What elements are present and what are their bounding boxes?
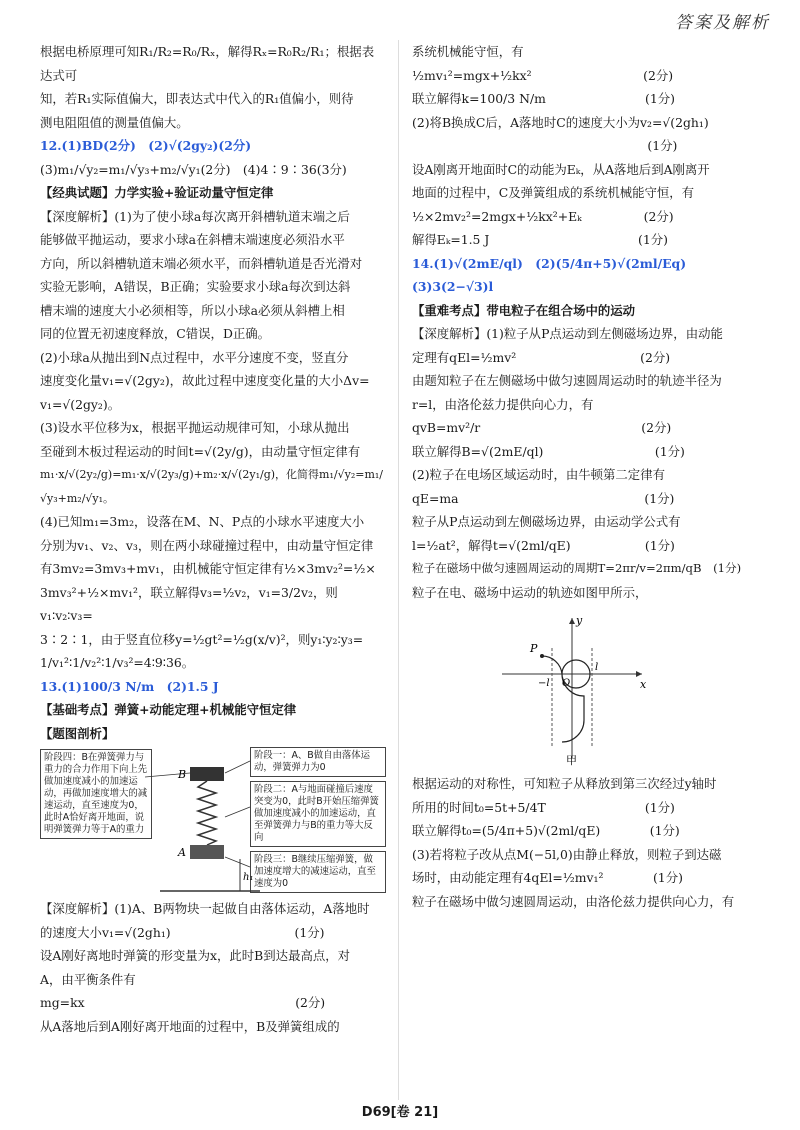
text-line: 地面的过程中，C及弹簧组成的系统机械能守恒，有 <box>412 185 695 200</box>
text-line: 粒子在电、磁场中运动的轨迹如图甲所示， <box>412 584 648 600</box>
text-line: A，由平衡条件有 <box>40 971 136 987</box>
block-b <box>190 767 224 781</box>
trajectory-figure <box>412 608 768 768</box>
text-line: 知，若R₁实际值偏大，即表达式中代入的R₁值偏小，则待 <box>40 91 354 106</box>
left-column <box>40 40 385 1038</box>
text-line: mg=kx (2分) <box>40 995 326 1010</box>
figure-caption: 甲 <box>566 754 577 767</box>
text-line: 【深度解析】(1)A、B两物块一起做自由落体运动，A落地时 <box>40 901 370 916</box>
text-line: ½×2mv₂²=2mgx+½kx²+Eₖ (2分) <box>412 208 674 224</box>
stage1-box: 阶段一：A、B做自由落体运动，弹簧弹力为0 <box>250 747 386 777</box>
point-p <box>540 654 544 658</box>
label-y: y <box>576 614 583 627</box>
stage3-box: 阶段三：B继续压缩弹簧，做加速度增大的减速运动，直至速度为0 <box>250 851 386 893</box>
text-line: 同的位置无初速度释放，C错误，D正确。 <box>40 326 271 341</box>
text-line: 粒子在磁场中做匀速圆周运动的周期T=2πr/v=2πm/qB (1分) <box>412 561 742 575</box>
spring-diagram <box>40 747 385 897</box>
text-line: 有3mv₂=3mv₃+mv₁，由机械能守恒定律有½×3mv₂²=½× <box>40 561 376 576</box>
text-line: 方向，所以斜槽轨道末端必须水平，而斜槽轨道是否光滑对 <box>40 255 363 271</box>
text-line: 联立解得B=√(2mE/ql) (1分) <box>412 443 685 459</box>
text-line: 设A刚离开地面时C的动能为Eₖ，从A落地后到A刚离开 <box>412 161 710 177</box>
label-l: l <box>595 662 599 673</box>
label-x: x <box>640 678 647 691</box>
answer-12: 12.(1)BD(2分) (2)√(2gy₂)(2分) <box>40 138 252 153</box>
text-line: 所用的时间t₀=5t+5/4T (1分) <box>412 799 675 815</box>
text-line: 根据运动的对称性，可知粒子从释放到第三次经过y轴时 <box>412 776 717 791</box>
text-line: qE=ma (1分) <box>412 490 675 506</box>
label-a: A <box>178 846 186 859</box>
tag-line: 【题图剖析】 <box>40 725 115 741</box>
column-divider <box>398 40 399 1100</box>
text-line: (4)已知m₁=3m₂，设落在M、N、P点的小球水平速度大小 <box>40 514 365 529</box>
text-line: r=l，由洛伦兹力提供向心力，有 <box>412 396 594 412</box>
text-line: 解得Eₖ=1.5 J (1分) <box>412 232 668 247</box>
text-line: (2)将B换成C后，A落地时C的速度大小为v₂=√(2gh₁) <box>412 114 709 130</box>
text-line: 能够做平抛运动，要求小球a在斜槽末端速度必须沿水平 <box>40 232 345 247</box>
answer-14: 14.(1)√(2mE/ql) (2)(5/4π+5)√(2ml/Eq) (3)3(2−√3)l <box>412 255 699 294</box>
text-line: 粒子在磁场中做匀速圆周运动，由洛伦兹力提供向心力，有 <box>412 893 735 909</box>
text-line: 由题知粒子在左侧磁场中做匀速圆周运动时的轨迹半径为 <box>412 373 722 388</box>
text-line: 联立解得t₀=(5/4π+5)√(2ml/qE) (1分) <box>412 823 680 838</box>
trajectory-path <box>542 656 590 742</box>
label-h: h₁ <box>243 872 254 883</box>
text-line: 【深度解析】(1)为了使小球a每次离开斜槽轨道末端之后 <box>40 208 350 224</box>
text-line: 实验无影响，A错误，B正确；实验要求小球a每次到达斜 <box>40 279 351 294</box>
text-line: 3mv₃²+½×mv₁²，联立解得v₃=½v₂，v₁=3/2v₂，则v₁∶v₂∶v₃= <box>40 584 338 623</box>
stage2-box: 阶段二：A与地面碰撞后速度突变为0，此时B开始压缩弹簧做加速度减小的加速运动，直至弹簧弹力与B的重力等大反向 <box>250 781 386 847</box>
page-footer: D69[卷 21] <box>361 1105 439 1120</box>
text-line: 根据电桥原理可知R₁/R₂=R₀/Rₓ，解得Rₓ=R₀R₂/R₁；根据表达式可 <box>40 44 375 83</box>
text-line: 分别为v₁、v₂、v₃，则在两小球碰撞过程中，由动量守恒定律 <box>40 537 374 553</box>
block-a <box>190 845 224 859</box>
text-line: l=½at²，解得t=√(2ml/qE) (1分) <box>412 537 675 553</box>
text-line: 定理有qEl=½mv² (2分) <box>412 349 671 365</box>
text-line: v₁=√(2gy₂)。 <box>40 396 121 412</box>
text-line: 粒子从P点运动到左侧磁场边界，由运动学公式有 <box>412 514 681 529</box>
label-neg-l: −l <box>538 678 550 689</box>
stage4-box: 阶段四：B在弹簧弹力与重力的合力作用下向上先做加速度减小的加速运动，再做加速度增大的减速运动，直至速度为0，此时A恰好离开地面，说明弹簧弹力等于A的重力 <box>40 749 152 839</box>
text-line: 系统机械能守恒，有 <box>412 44 524 59</box>
tag-line: 【重难考点】带电粒子在组合场中的运动 <box>412 302 636 318</box>
text-line: 联立解得k=100/3 N/m (1分) <box>412 91 675 106</box>
tag-line: 【经典试题】力学实验+验证动量守恒定律 <box>40 185 274 200</box>
spring <box>198 781 216 845</box>
text-line: ½mv₁²=mgx+½kx² (2分) <box>412 67 674 83</box>
text-line: 测电阻阻值的测量值偏大。 <box>40 114 189 130</box>
text-line: (3)若将粒子改从点M(−5l,0)由静止释放，则粒子到达磁 <box>412 846 722 862</box>
label-o: O <box>562 678 571 689</box>
text-line: 从A落地后到A刚好离开地面的过程中，B及弹簧组成的 <box>40 1018 340 1034</box>
text-line: m₁·x/√(2y₂/g)=m₁·x/√(2y₃/g)+m₂·x/√(2y₁/g)，化简得m₁/√y₂=m₁/√y₃+m₂/√y₁。 <box>40 468 384 505</box>
page-header: 答案及解析 <box>675 13 770 33</box>
text-line: (1分) <box>412 138 678 153</box>
text-line: 的速度大小v₁=√(2gh₁) (1分) <box>40 924 325 940</box>
text-line: (2)小球a从抛出到N点过程中，水平分速度不变，竖直分 <box>40 349 349 365</box>
text-line: (3)设水平位移为x，根据平抛运动规律可知，小球从抛出 <box>40 420 350 435</box>
text-line: 场时，由动能定理有4qEl=½mv₁² (1分) <box>412 870 683 885</box>
text-line: 速度变化量v₁=√(2gy₂)，故此过程中速度变化量的大小Δv= <box>40 373 370 388</box>
tag-line: 【基础考点】弹簧+动能定理+机械能守恒定律 <box>40 702 297 717</box>
label-p: P <box>530 642 538 655</box>
text-line: 1/v₁²∶1/v₂²∶1/v₃²=4∶9∶36。 <box>40 655 195 670</box>
text-line: 【深度解析】(1)粒子从P点运动到左侧磁场边界，由动能 <box>412 326 723 341</box>
answer-13: 13.(1)100/3 N/m (2)1.5 J <box>40 678 219 694</box>
right-column <box>412 40 768 913</box>
text-line: 设A刚好离地时弹簧的形变量为x，此时B到达最高点，对 <box>40 948 351 963</box>
text-line: 3∶2∶1，由于竖直位移y=½gt²=½g(x/v)²，则y₁∶y₂∶y₃= <box>40 631 364 647</box>
text-line: 槽末端的速度大小必须相等，所以小球a必须从斜槽上相 <box>40 302 345 318</box>
text-line: (3)m₁/√y₂=m₁/√y₃+m₂/√y₁(2分) (4)4∶9∶36(3分) <box>40 161 347 177</box>
label-b: B <box>178 768 187 781</box>
text-line: (2)粒子在电场区域运动时，由牛顿第二定律有 <box>412 467 665 482</box>
spring-figure <box>40 747 385 897</box>
text-line: qvB=mv²/r (2分) <box>412 420 672 435</box>
text-line: 至碰到木板过程运动的时间t=√(2y/g)，由动量守恒定律有 <box>40 443 361 459</box>
